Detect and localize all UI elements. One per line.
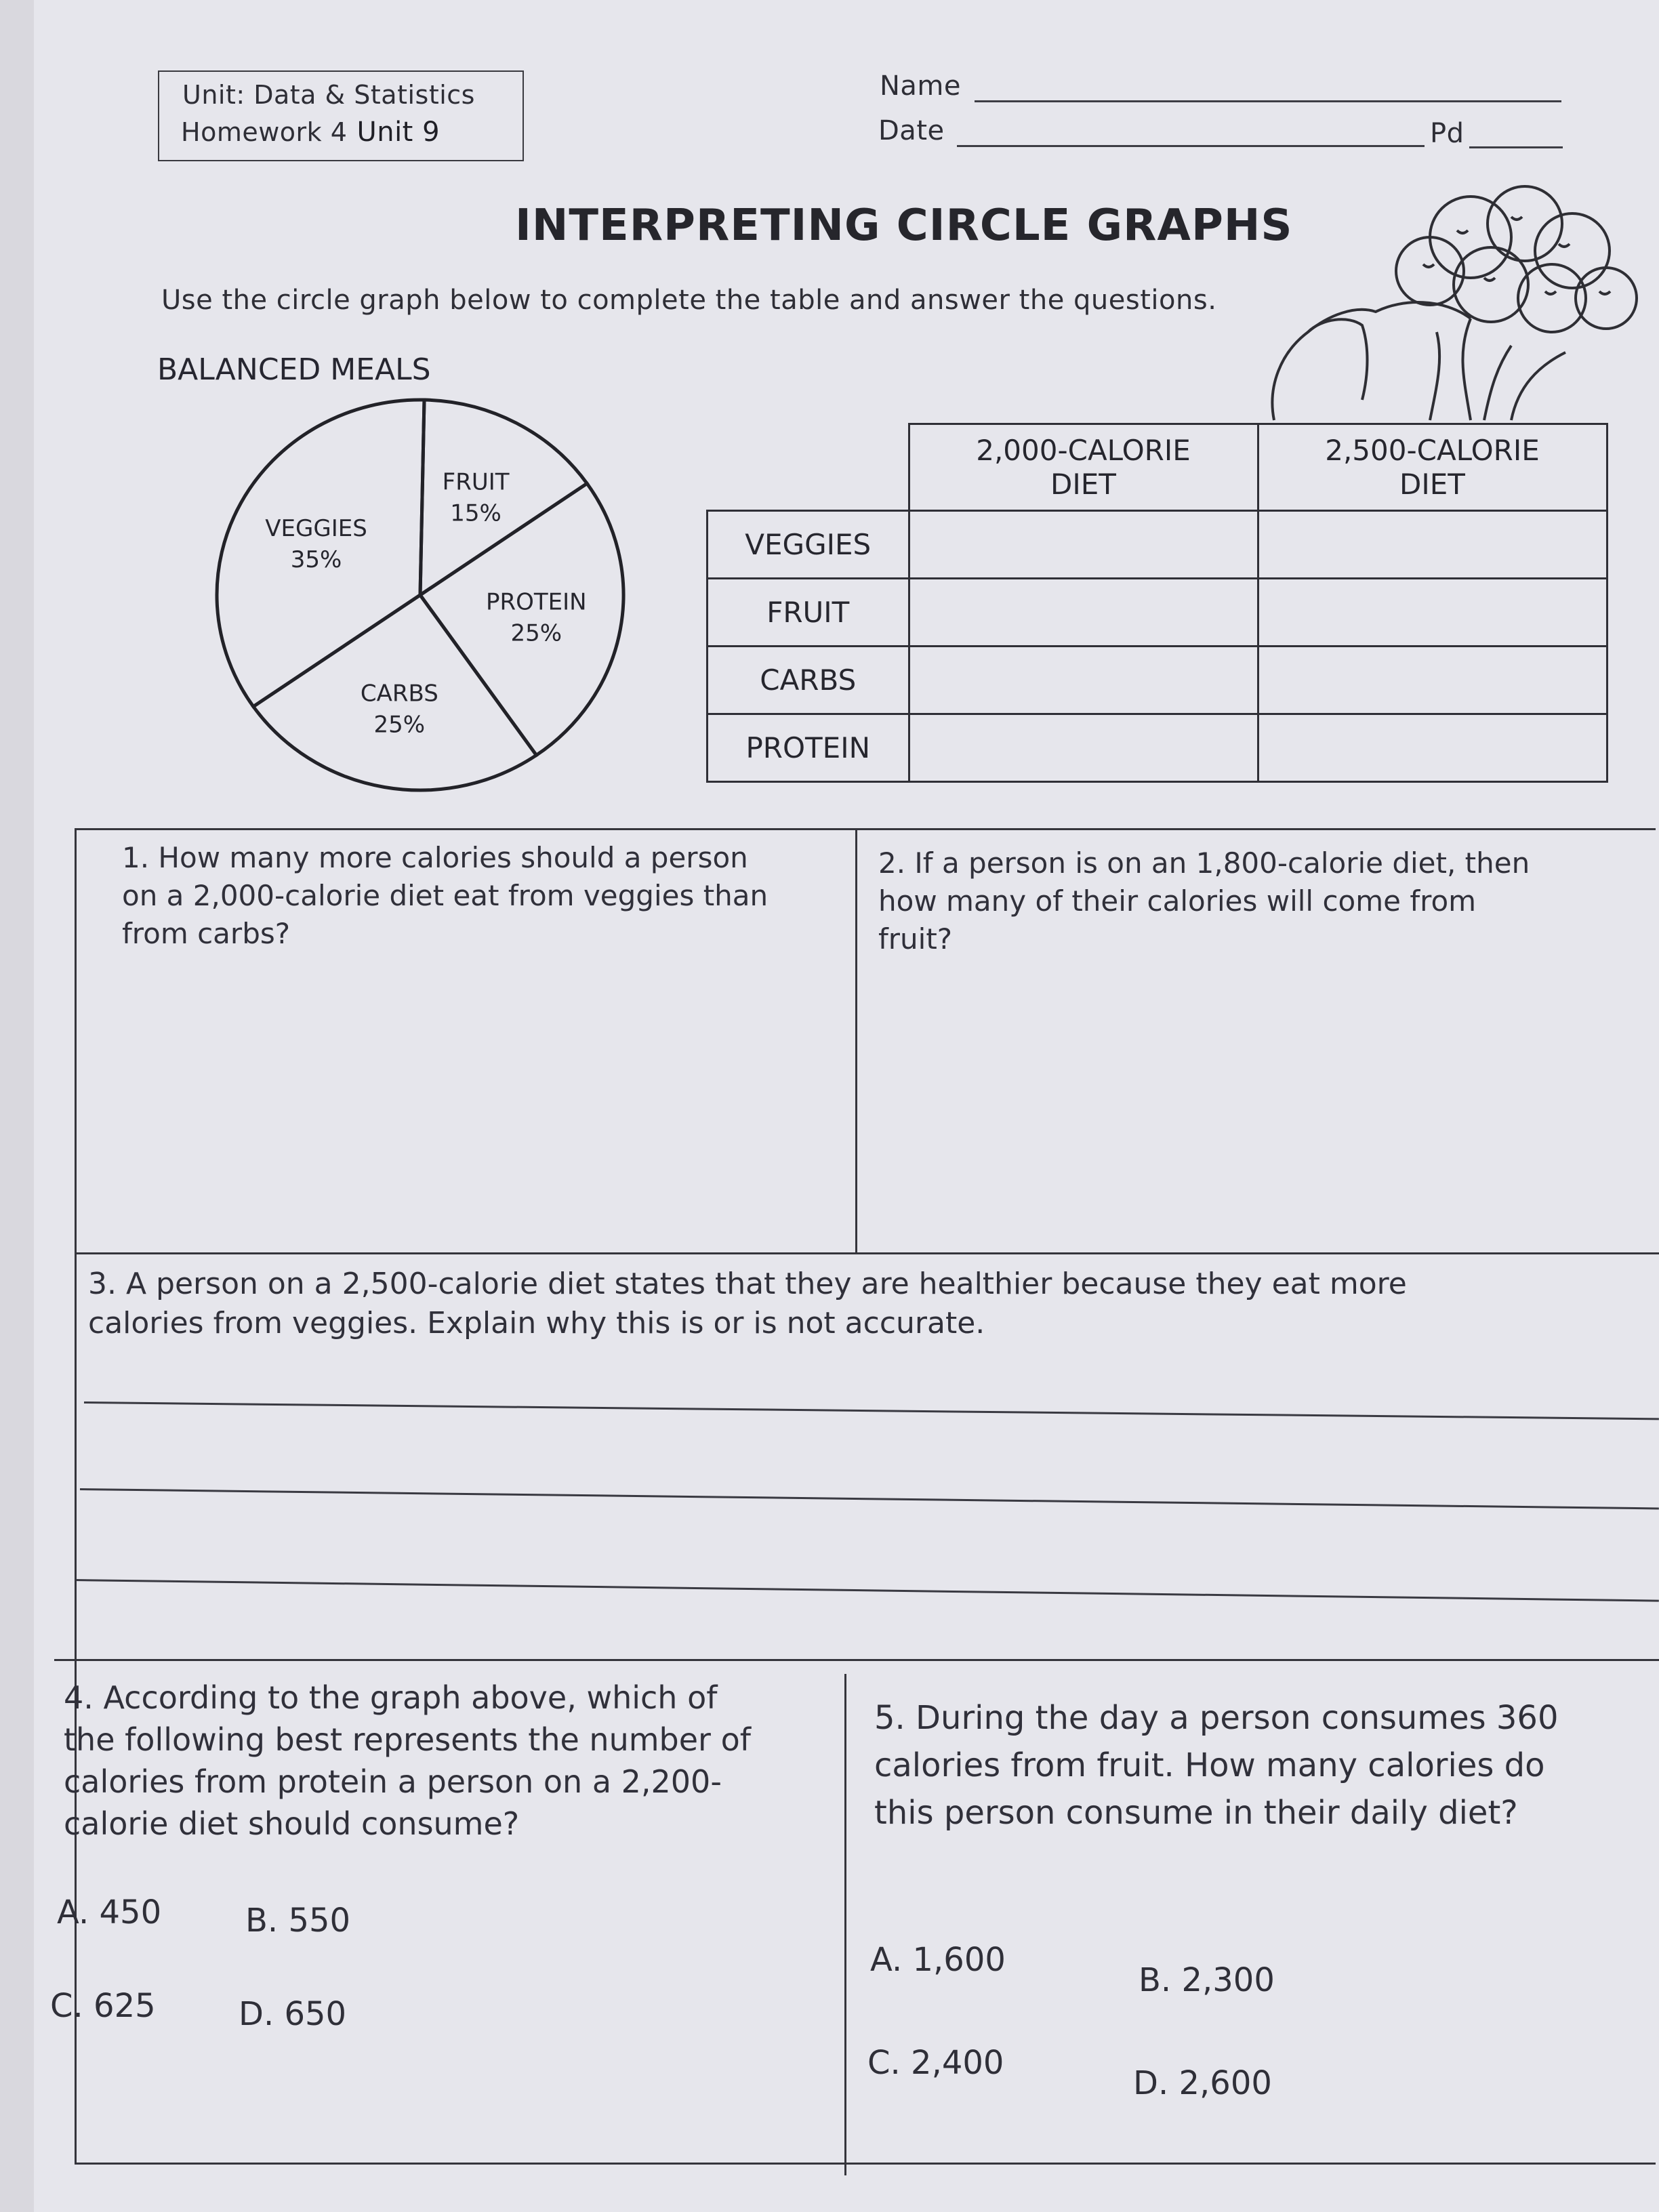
question-1 xyxy=(122,839,768,953)
cell-protein-2500[interactable] xyxy=(1258,714,1607,782)
cell-veggies-2500[interactable] xyxy=(1258,511,1607,579)
question-1-line-3: from carbs? xyxy=(122,917,291,950)
homework-label xyxy=(181,117,440,148)
q5-choice-d[interactable]: D. 2,600 xyxy=(1133,2064,1272,2102)
pie-value-protein: 25% xyxy=(510,619,562,647)
question-1-line-1: 1. How many more calories should a person xyxy=(122,841,748,874)
period-field[interactable] xyxy=(1469,146,1563,148)
pie-label-fruit: FRUIT xyxy=(442,468,510,496)
q1-q2-divider xyxy=(855,828,857,1254)
question-4-line-4: calorie diet should consume? xyxy=(64,1805,520,1842)
instructions: Use the circle graph below to complete the table and answer the questions. xyxy=(161,285,1217,316)
chart-title: BALANCED MEALS xyxy=(157,352,431,387)
question-3 xyxy=(88,1265,1407,1343)
question-5-line-3: this person consume in their daily diet? xyxy=(874,1794,1518,1832)
question-4-line-2: the following best represents the number of xyxy=(64,1721,751,1758)
question-5-line-1: 5. During the day a person consumes 360 xyxy=(874,1699,1559,1737)
question-2-line-2: how many of their calories will come from xyxy=(878,884,1477,918)
pie-label-veggies: VEGGIES xyxy=(265,515,367,543)
row-label-protein: PROTEIN xyxy=(708,714,909,782)
q4-q5-divider xyxy=(844,1674,846,2175)
question-2-line-3: fruit? xyxy=(878,922,953,956)
period-label: Pd xyxy=(1430,118,1465,149)
pie-label-carbs: CARBS xyxy=(360,680,438,708)
page-title: INTERPRETING CIRCLE GRAPHS xyxy=(515,201,1293,251)
name-field[interactable] xyxy=(975,100,1561,102)
question-3-line-1: 3. A person on a 2,500-calorie diet states that they are healthier because they eat more xyxy=(88,1267,1407,1301)
table-corner xyxy=(708,424,909,511)
col-header-2000 xyxy=(909,424,1258,511)
homework-number: Homework 4 xyxy=(181,117,348,147)
date-label: Date xyxy=(878,115,945,146)
question-4-line-3: calories from protein a person on a 2,200- xyxy=(64,1763,722,1800)
pie-value-fruit: 15% xyxy=(450,499,501,527)
col-header-2500-line2: DIET xyxy=(1399,467,1465,501)
name-label: Name xyxy=(880,70,962,102)
q2-q3-divider xyxy=(75,1252,1659,1254)
q5-choice-c[interactable]: C. 2,400 xyxy=(867,2044,1004,2082)
q3-q4-divider xyxy=(54,1659,1659,1661)
cell-carbs-2000[interactable] xyxy=(909,647,1258,714)
unit-info-box xyxy=(158,70,524,161)
pie-value-veggies: 35% xyxy=(290,546,342,574)
row-label-fruit: FRUIT xyxy=(708,579,909,647)
q5-choice-a[interactable]: A. 1,600 xyxy=(870,1941,1006,1979)
cell-veggies-2000[interactable] xyxy=(909,511,1258,579)
cell-fruit-2500[interactable] xyxy=(1258,579,1607,647)
question-5-line-2: calories from fruit. How many calories do xyxy=(874,1746,1545,1784)
answer-area-1[interactable] xyxy=(88,962,840,1233)
col-header-2500-line1: 2,500-CALORIE xyxy=(1325,433,1540,467)
q5-choice-b[interactable]: B. 2,300 xyxy=(1139,1961,1275,1999)
question-5 xyxy=(874,1694,1658,1837)
unit-label: Unit: Data & Statistics xyxy=(182,80,475,110)
question-2 xyxy=(878,844,1530,958)
question-3-line-2: calories from veggies. Explain why this is or is not accurate. xyxy=(88,1306,985,1340)
row-label-veggies: VEGGIES xyxy=(708,511,909,579)
q4-choice-a[interactable]: A. 450 xyxy=(57,1893,162,1931)
unit-number: Unit 9 xyxy=(356,117,441,148)
col-header-2500 xyxy=(1258,424,1607,511)
col-header-2000-line1: 2,000-CALORIE xyxy=(976,433,1191,467)
pie-value-carbs: 25% xyxy=(373,711,426,739)
broccoli-illustration xyxy=(1267,183,1647,427)
row-label-carbs: CARBS xyxy=(708,647,909,714)
q4-choice-b[interactable]: B. 550 xyxy=(245,1902,351,1940)
pie-chart xyxy=(203,393,637,813)
answer-area-2[interactable] xyxy=(867,969,1640,1240)
cell-fruit-2000[interactable] xyxy=(909,579,1258,647)
cell-carbs-2500[interactable] xyxy=(1258,647,1607,714)
q4-choice-d[interactable]: D. 650 xyxy=(239,1995,347,2033)
question-1-line-2: on a 2,000-calorie diet eat from veggies than xyxy=(122,879,769,912)
pie-slice-fruit xyxy=(420,400,587,595)
cell-protein-2000[interactable] xyxy=(909,714,1258,782)
question-4-line-1: 4. According to the graph above, which of xyxy=(64,1679,718,1716)
date-field[interactable] xyxy=(957,145,1425,147)
question-2-line-1: 2. If a person is on an 1,800-calorie diet, then xyxy=(878,846,1530,880)
question-4 xyxy=(64,1677,751,1845)
calorie-table xyxy=(706,423,1608,783)
pie-label-protein: PROTEIN xyxy=(485,588,587,616)
col-header-2000-line2: DIET xyxy=(1050,467,1116,501)
q4-choice-c[interactable]: C. 625 xyxy=(50,1987,156,2025)
